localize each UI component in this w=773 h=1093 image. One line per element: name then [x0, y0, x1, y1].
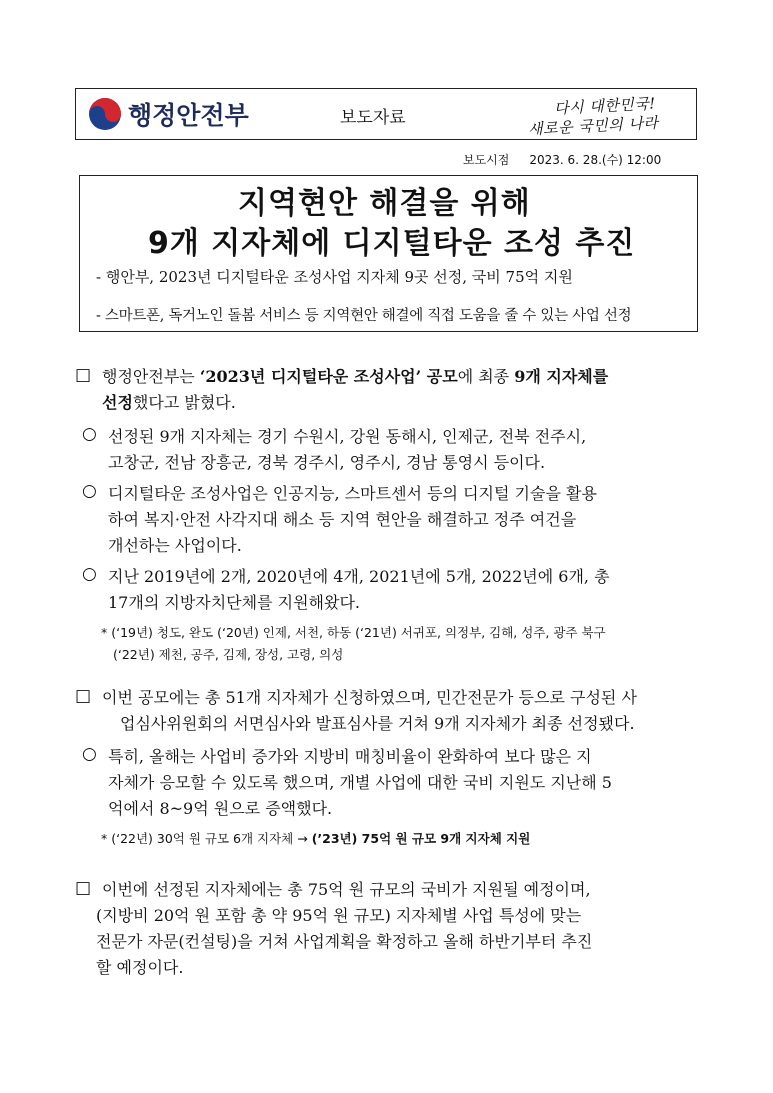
text-line: 17개의 지방자치단체를 지원해왔다. — [108, 593, 361, 612]
ministry-logo — [88, 96, 249, 132]
release-datetime: 2023. 6. 28.(수) 12:00 — [529, 153, 662, 167]
title-line2: 9개 지자체에 디지털타운 조성 추진 — [148, 226, 636, 261]
note-line: * (‘19년) 청도, 완도 (‘20년) 인제, 서천, 하동 (‘21년) 서귀포, 의정부, 김해, 성주, 광주 북구 — [101, 625, 606, 640]
text-line: 업심사위원회의 서면심사와 발표심사를 거쳐 9개 지자체가 최종 선정됐다. — [120, 714, 635, 733]
p1-text-c: 에 최종 — [457, 367, 515, 386]
header-box — [75, 88, 697, 140]
paragraph-1-3 — [108, 564, 610, 616]
text-line: 특히, 올해는 사업비 증가와 지방비 매칭비율이 완화하여 보다 많은 지 — [108, 747, 592, 766]
circle-bullet: ○ — [82, 564, 97, 584]
title-box — [79, 175, 698, 332]
text-line: 할 예정이다. — [96, 958, 184, 977]
note2-bold: (’23년) 75억 원 규모 9개 지자체 지원 — [311, 831, 531, 846]
slogan-line1: 다시 대한민국! — [553, 94, 657, 118]
text-line: 이번에 선정된 지자체에는 총 75억 원 규모의 국비가 지원될 예정이며, — [102, 880, 591, 899]
paragraph-2-1 — [108, 744, 612, 822]
p1-text-f: 했다고 밝혔다. — [132, 393, 236, 412]
footnote-1 — [101, 622, 606, 666]
paragraph-1-2 — [108, 481, 597, 559]
slogan-line2: 새로운 국민의 나라 — [527, 113, 659, 139]
taegeuk-emblem-icon — [88, 97, 122, 131]
square-bullet: □ — [75, 686, 92, 706]
circle-bullet: ○ — [82, 744, 97, 764]
text-line: 하여 복지·안전 사각지대 해소 등 지역 현안을 해결하고 정주 여건을 — [108, 510, 577, 529]
text-line: 개선하는 사업이다. — [108, 536, 242, 555]
ministry-name: 행정안전부 — [128, 101, 249, 130]
text-line: 억에서 8~9억 원으로 증액했다. — [108, 799, 333, 818]
paragraph-1 — [102, 364, 608, 416]
paragraph-1-1 — [108, 424, 586, 476]
release-time — [463, 151, 661, 168]
text-line: 디지털타운 조성사업은 인공지능, 스마트센서 등의 디지털 기술을 활용 — [108, 484, 597, 503]
note2-text: * (‘22년) 30억 원 규모 6개 지자체 → — [101, 831, 312, 846]
square-bullet: □ — [75, 878, 92, 898]
p1-text-bold-1: ‘2023년 디지털타운 조성사업’ 공모 — [199, 367, 458, 386]
circle-bullet: ○ — [82, 424, 97, 444]
p1-text-a: 행정안전부는 — [102, 367, 200, 386]
note-line: (‘22년) 제천, 공주, 김제, 장성, 고령, 의성 — [113, 647, 344, 662]
text-line: 고창군, 전남 장흥군, 경북 경주시, 영주시, 경남 통영시 등이다. — [108, 453, 546, 472]
p1-text-bold-2: 9개 지자체를 — [514, 367, 609, 386]
p1-text-bold-3: 선정 — [102, 393, 133, 412]
release-label: 보도시점 — [463, 153, 510, 167]
circle-bullet: ○ — [82, 481, 97, 501]
title-line1: 지역현안 해결을 위해 — [238, 186, 531, 221]
footnote-2 — [101, 828, 530, 850]
doc-type: 보도자료 — [340, 108, 406, 128]
text-line: 전문가 자문(컨설팅)을 거쳐 사업계획을 확정하고 올해 하반기부터 추진 — [96, 932, 593, 951]
slogan — [528, 93, 678, 137]
paragraph-2 — [102, 685, 637, 737]
text-line: 선정된 9개 지자체는 경기 수원시, 강원 동해시, 인제군, 전북 전주시, — [108, 427, 587, 446]
subtitle-1: - 행안부, 2023년 디지털타운 조성사업 지자체 9곳 선정, 국비 75억 지원 — [96, 268, 573, 286]
text-line: (지방비 20억 원 포함 총 약 95억 원 규모) 지자체별 사업 특성에 맞는 — [96, 906, 582, 925]
text-line: 이번 공모에는 총 51개 지자체가 신청하였으며, 민간전문가 등으로 구성된 사 — [102, 688, 637, 707]
text-line: 지난 2019년에 2개, 2020년에 4개, 2021년에 5개, 2022년에 6개, 총 — [108, 567, 610, 586]
subtitle-2: - 스마트폰, 독거노인 돌봄 서비스 등 지역현안 해결에 직접 도움을 줄 수 있는 사업 선정 — [96, 308, 632, 324]
square-bullet: □ — [75, 365, 92, 385]
paragraph-3 — [96, 877, 593, 981]
text-line: 자체가 응모할 수 있도록 했으며, 개별 사업에 대한 국비 지원도 지난해 5 — [108, 773, 612, 792]
